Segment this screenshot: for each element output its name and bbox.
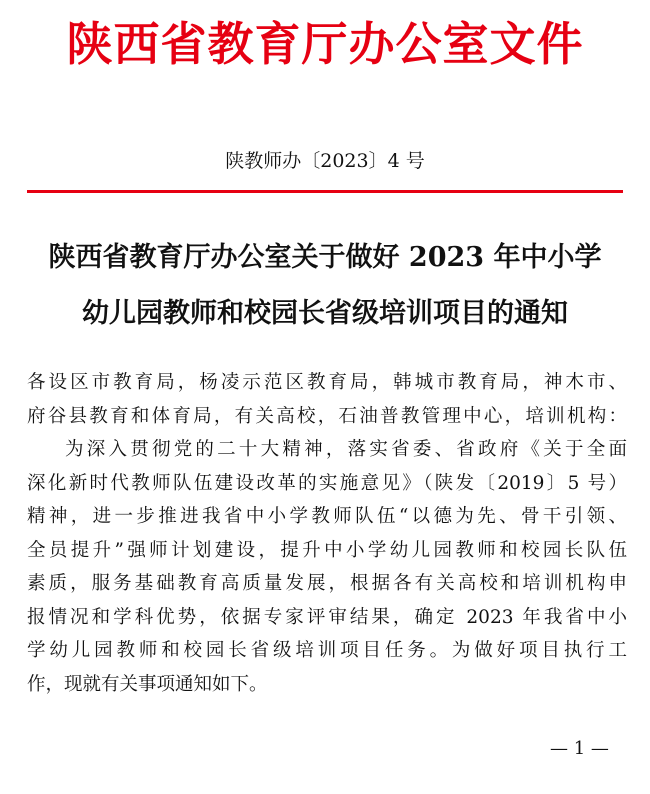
page-number: — 1 —: [550, 738, 609, 759]
paragraph-line: 作，现就有关事项通知如下。: [27, 673, 268, 695]
paragraph-line: 报情况和学科优势，依据专家评审结果，确定 2023 年我省中小: [27, 606, 627, 628]
paragraph-line: 素质，服务基础教育高质量发展，根据各有关高校和培训机构申: [27, 573, 627, 594]
notice-body: [27, 366, 627, 701]
paragraph-line: 精神，进一步推进我省中小学教师队伍“以德为先、骨干引领、: [27, 506, 627, 527]
addressee-line: 府谷县教育和体育局，有关高校，石油普教管理中心，培训机构：: [27, 405, 627, 427]
paragraph-line: 为深入贯彻党的二十大精神，落实省委、省政府《关于全面: [65, 439, 627, 460]
title-line: 陕西省教育厅办公室关于做好 2023 年中小学: [48, 242, 602, 273]
document-masthead: 陕西省教育厅办公室文件: [66, 17, 584, 71]
document-number: 陕教师办〔2023〕4 号: [225, 150, 425, 172]
paragraph-line: 学幼儿园教师和校园长省级培训项目任务。为做好项目执行工: [27, 640, 627, 661]
paragraph-line: 深化新时代教师队伍建设改革的实施意见》（陕发〔2019〕5 号）: [27, 472, 627, 494]
notice-title: [20, 230, 630, 342]
addressee-line: 各设区市教育局，杨凌示范区教育局，韩城市教育局，神木市、: [27, 372, 627, 393]
red-divider-line: [27, 190, 623, 193]
title-line: 幼儿园教师和校园长省级培训项目的通知: [82, 298, 568, 329]
paragraph-line: 全员提升”强师计划建设，提升中小学幼儿园教师和校园长队伍: [27, 539, 627, 561]
